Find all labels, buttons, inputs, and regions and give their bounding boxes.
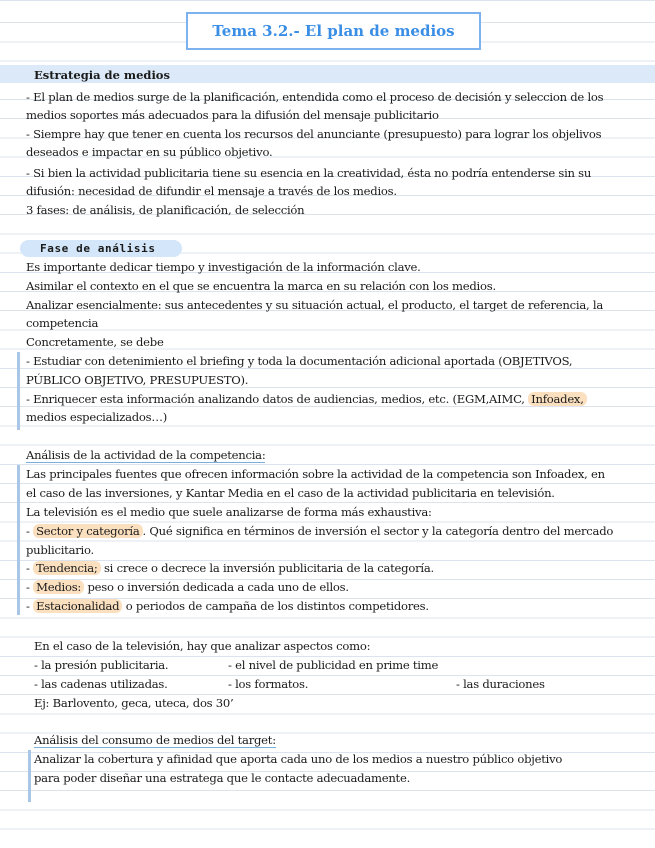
text-line: difusión: necesidad de difundir el mensaje a través de los medios.: [26, 184, 397, 198]
text-line: medios especializados…): [26, 410, 167, 424]
item-prefix: -: [26, 561, 34, 575]
text-line: [26, 390, 587, 408]
margin-bar: [17, 352, 20, 430]
text-line: para poder diseñar una estratega que le contacte adecuadamente.: [34, 771, 411, 785]
item-text: peso o inversión dedicada a cada uno de ellos.: [84, 580, 349, 594]
item-text: si crece o decrece la inversión publicitaria de la categoría.: [100, 561, 434, 575]
text-line: Las principales fuentes que ofrecen información sobre la actividad de la competencia son Infoadex, en: [26, 467, 605, 481]
text-line: Analizar esencialmente: sus antecedentes y su situación actual, el producto, el target de referencia, la: [26, 298, 603, 312]
list-item: [26, 522, 613, 540]
list-item: [26, 578, 349, 596]
margin-bar: [17, 465, 20, 615]
text-line: 3 fases: de análisis, de planificación, de selección: [26, 203, 305, 217]
tv-aspect: - la presión publicitaria.: [34, 658, 169, 672]
item-text: o periodos de campaña de los distintos competidores.: [122, 599, 429, 613]
text-segment: - Enriquecer esta información analizando datos de audiencias, medios, etc. (EGM,AIMC,: [26, 392, 529, 406]
text-line: - Siempre hay que tener en cuenta los recursos del anunciante (presupuesto) para lograr los objelivos: [26, 127, 602, 141]
text-line: Concretamente, se debe: [26, 335, 164, 349]
item-text: . Qué significa en términos de inversión el sector y la categoría dentro del mercado: [142, 524, 614, 538]
page-title: Tema 3.2.- El plan de medios: [186, 12, 481, 50]
tv-aspect: - las cadenas utilizadas.: [34, 677, 168, 691]
section-heading-estrategia: Estrategia de medios: [34, 68, 170, 82]
section-heading-competencia: [26, 446, 265, 464]
heading-text: Análisis del consumo de medios del target:: [34, 733, 276, 747]
text-line: deseados e impactar en su público objetivo.: [26, 145, 273, 159]
tv-example: Ej: Barlovento, geca, uteca, dos 30’: [34, 696, 234, 710]
item-term: Sector y categoría: [33, 524, 142, 538]
text-line: Asimilar el contexto en el que se encuentra la marca en su relación con los medios.: [26, 279, 496, 293]
item-term: Medios:: [33, 580, 84, 594]
section-heading-consumo: [34, 731, 276, 749]
section-heading-fase-analisis: Fase de análisis: [40, 242, 156, 255]
text-line: Es importante dedicar tiempo y investigación de la información clave.: [26, 260, 421, 274]
text-line: competencia: [26, 316, 99, 330]
heading-text: Análisis de la actividad de la competencia:: [26, 448, 266, 462]
tv-intro: En el caso de la televisión, hay que analizar aspectos como:: [34, 639, 371, 653]
item-term: Tendencia;: [33, 561, 100, 575]
tv-aspect: - las duraciones: [456, 677, 545, 691]
text-line: - El plan de medios surge de la planificación, entendida como el proceso de decisión y seleccion de los: [26, 90, 604, 104]
tv-aspect: - los formatos.: [228, 677, 309, 691]
item-prefix: -: [26, 599, 34, 613]
text-line: - Estudiar con detenimiento el briefing y toda la documentación adicional aportada (OBJETIVOS,: [26, 354, 573, 368]
text-line: Analizar la cobertura y afinidad que aporta cada uno de los medios a nuestro público objetivo: [34, 752, 563, 766]
item-prefix: -: [26, 580, 34, 594]
list-item: [26, 559, 434, 577]
item-term: Estacionalidad: [33, 599, 122, 613]
margin-bar: [28, 750, 31, 802]
text-line: el caso de las inversiones, y Kantar Media en el caso de la actividad publicitaria en televisión.: [26, 486, 555, 500]
text-line: La televisión es el medio que suele analizarse de forma más exhaustiva:: [26, 505, 432, 519]
list-item: [26, 597, 429, 615]
highlight-infoadex: Infoadex,: [528, 392, 587, 406]
text-line: - Si bien la actividad publicitaria tiene su esencia en la creatividad, ésta no podría entenderse sin su: [26, 166, 592, 180]
tv-aspect: - el nivel de publicidad en prime time: [228, 658, 439, 672]
item-prefix: -: [26, 524, 34, 538]
list-item-continued: publicitario.: [26, 543, 94, 557]
text-line: PÚBLICO OBJETIVO, PRESUPUESTO).: [26, 373, 249, 387]
text-line: medios soportes más adecuados para la difusión del mensaje publicitario: [26, 108, 439, 122]
